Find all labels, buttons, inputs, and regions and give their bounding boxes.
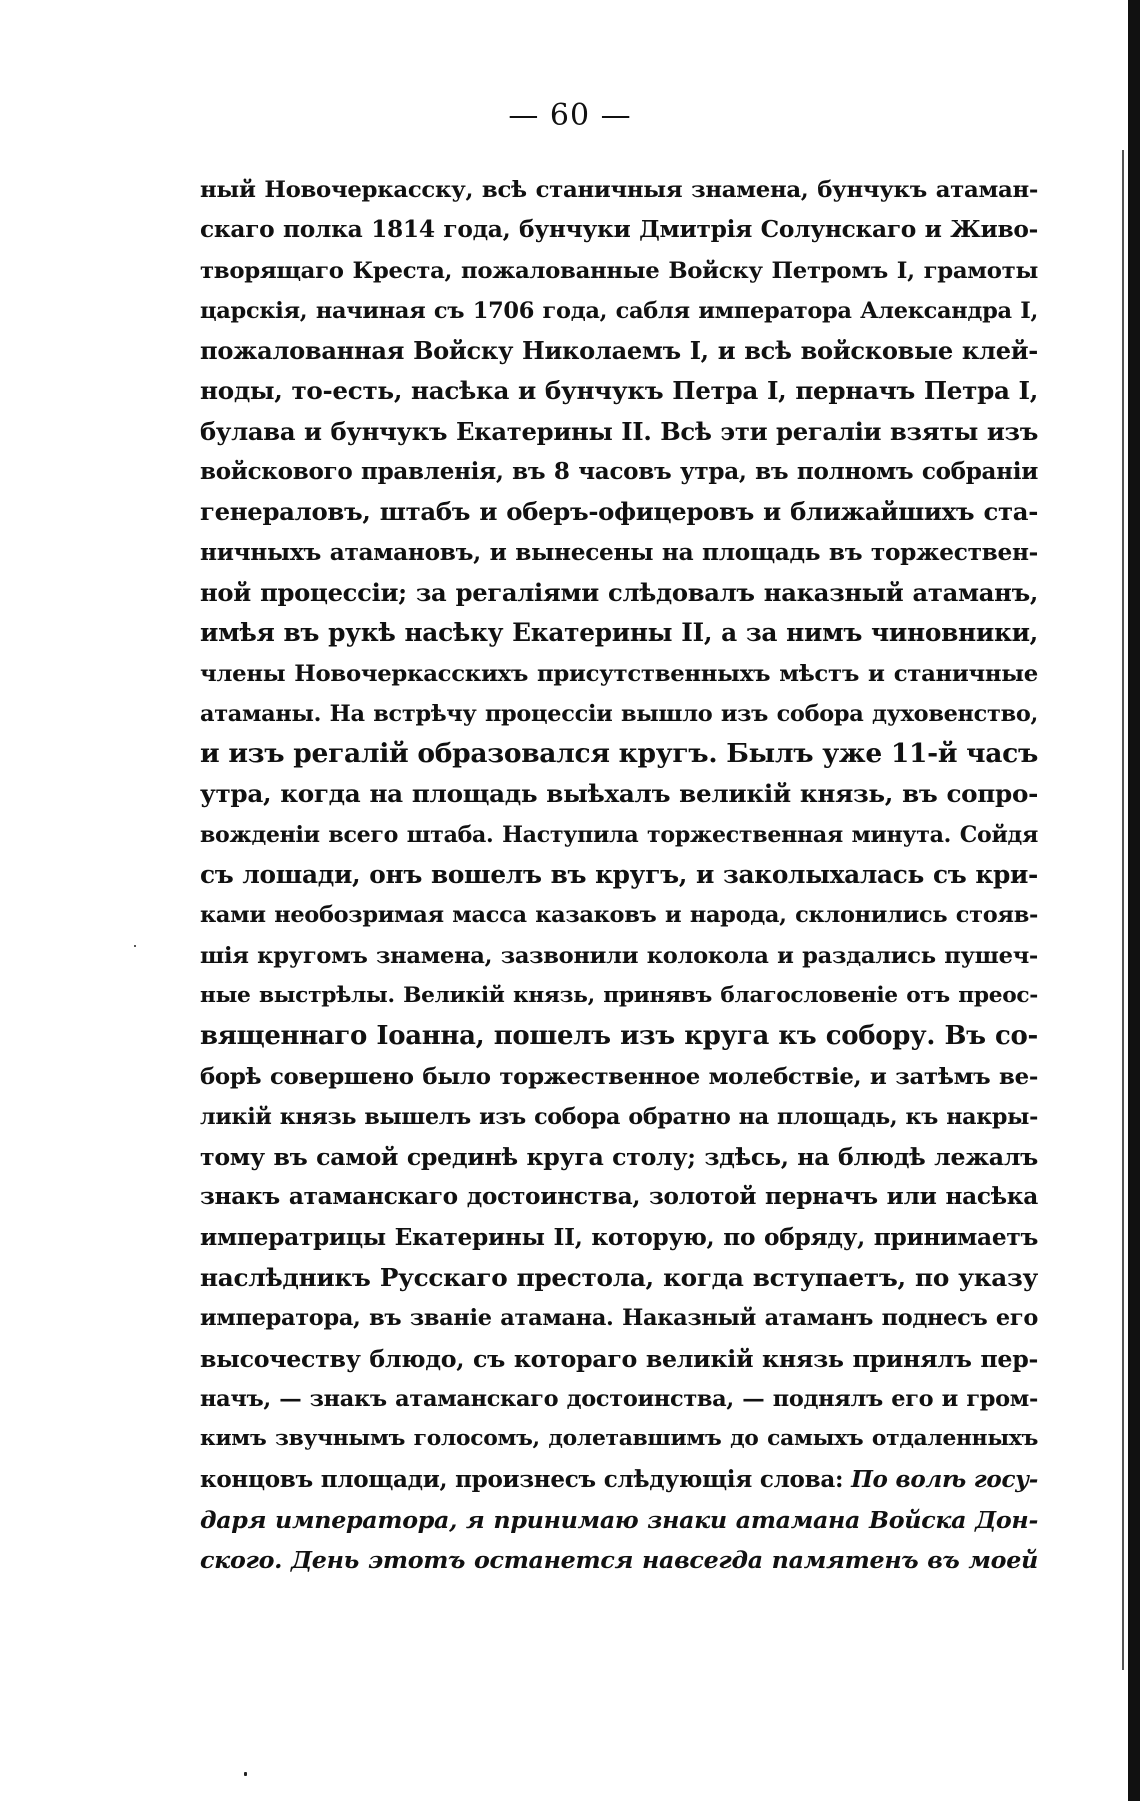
text-line: борѣ совершено было торжественное молебствіе, и затѣмъ ве- [200,1063,1038,1090]
text-line: вященнаго Іоанна, пошелъ изъ круга къ собору. Въ со- [200,1021,1038,1052]
text-line: ничныхъ атамановъ, и вынесены на площадь въ торжествен- [200,538,1038,566]
scan-speck [244,1772,247,1776]
text-line: ками необозримая масса казаковъ и народа, склонились стояв- [200,902,1038,929]
binding-shadow-line [1122,150,1124,1670]
text-line: и изъ регалій образовался кругъ. Былъ уже 11-й часъ [200,738,1038,770]
page-number: — 60 — [508,98,632,133]
text-segment-italic: По волѣ госу- [851,1465,1038,1493]
text-line: высочеству блюдо, съ котораго великій князь принялъ пер- [200,1344,1038,1373]
text-line: войскового правленія, въ 8 часовъ утра, въ полномъ собраніи [200,458,1038,486]
text-line: ные выстрѣлы. Великій князь, принявъ благословеніе отъ преос- [200,982,1038,1008]
text-line: ноды, то-есть, насѣка и бунчукъ Петра I, перначъ Петра I, [200,376,1038,406]
binding-edge [1128,0,1140,1801]
text-line: утра, когда на площадь выѣхалъ великій князь, въ сопро- [200,779,1038,809]
text-line: скаго полка 1814 года, бунчуки Дмитрія Солунскаго и Живо- [200,216,1038,244]
text-line: атаманы. На встрѣчу процессіи вышло изъ собора духовенство, [200,700,1038,727]
text-line-mixed [200,1460,1038,1500]
text-line: имѣя въ рукѣ насѣку Екатерины II, а за нимъ чиновники, [200,618,1038,648]
text-line: тому въ самой срединѣ круга столу; здѣсь, на блюдѣ лежалъ [200,1143,1038,1172]
text-line: царскія, начиная съ 1706 года, сабля императора Александра I, [200,297,1038,324]
text-line: начъ, — знакъ атаманскаго достоинства, — поднялъ его и гром- [200,1385,1038,1412]
text-segment-plain: концовъ площади, произнесъ слѣдующія слова: [200,1465,852,1493]
scan-speck [134,945,136,947]
text-line: императора, въ званіе атамана. Наказный атаманъ поднесъ его [200,1305,1038,1332]
text-line: вожденіи всего штаба. Наступила торжественная минута. Сойдя [200,821,1038,848]
text-line: пожалованная Войску Николаемъ I, и всѣ войсковые клей- [200,336,1038,366]
text-line-italic: даря императора, я принимаю знаки атамана Войска Дон- [200,1505,1038,1534]
text-line: съ лошади, онъ вошелъ въ кругъ, и заколыхалась съ кри- [200,860,1038,890]
text-line-italic: ского. День этотъ останется навсегда памятенъ въ моей [200,1546,1038,1575]
text-line: ный Новочеркасску, всѣ станичныя знамена, бунчукъ атаман- [200,177,1038,203]
text-line: знакъ атаманскаго достоинства, золотой перначъ или насѣка [200,1183,1038,1211]
body-text [200,170,1038,1580]
text-line: творящаго Креста, пожалованные Войску Петромъ I, грамоты [200,257,1038,284]
text-line: кимъ звучнымъ голосомъ, долетавшимъ до самыхъ отдаленныхъ [200,1426,1038,1452]
text-line: шія кругомъ знамена, зазвонили колокола и раздались пушеч- [200,942,1038,969]
text-line: члены Новочеркасскихъ присутственныхъ мѣстъ и станичные [200,660,1038,687]
text-line: ликій князь вышелъ изъ собора обратно на площадь, къ накры- [200,1103,1038,1130]
text-line: императрицы Екатерины II, которую, по обряду, принимаетъ [200,1223,1038,1251]
text-line: генераловъ, штабъ и оберъ-офицеровъ и ближайшихъ ста- [200,497,1038,527]
text-line: наслѣдникъ Русскаго престола, когда вступаетъ, по указу [200,1263,1038,1293]
text-line: булава и бунчукъ Екатерины II. Всѣ эти регаліи взяты изъ [200,416,1038,446]
text-line: ной процессіи; за регаліями слѣдовалъ наказный атаманъ, [200,577,1038,607]
